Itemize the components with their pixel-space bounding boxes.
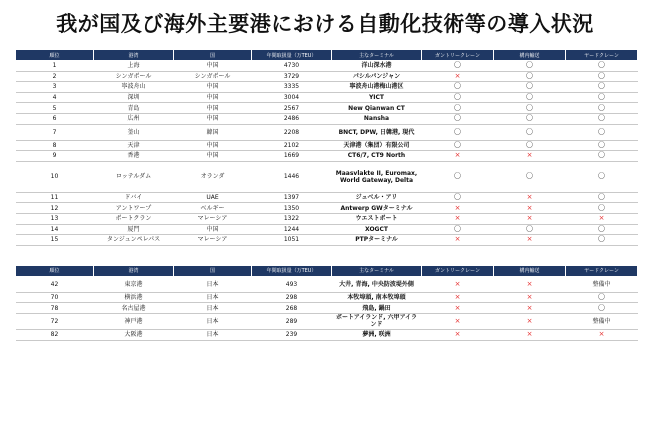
rank-cell: 5 <box>16 103 94 114</box>
col-country: 国 <box>174 50 252 61</box>
gantry-cell: × <box>422 313 494 329</box>
transport-cell: × <box>494 329 566 340</box>
transport-cell: 〇 <box>494 224 566 235</box>
col-gantry: ガントリークレーン <box>422 50 494 61</box>
rank-cell: 8 <box>16 140 94 151</box>
teu-cell: 2567 <box>252 103 332 114</box>
port-cell: 深圳 <box>94 92 174 103</box>
teu-cell: 1669 <box>252 151 332 162</box>
rank-cell: 70 <box>16 292 94 303</box>
japan-table-header <box>16 265 638 276</box>
gantry-cell: × <box>422 203 494 214</box>
transport-cell: 〇 <box>494 61 566 72</box>
country-cell: ベルギー <box>174 203 252 214</box>
rank-cell: 1 <box>16 61 94 72</box>
port-cell: 香港 <box>94 151 174 162</box>
table-row <box>16 292 638 303</box>
transport-cell: 〇 <box>494 161 566 192</box>
table-row <box>16 124 638 140</box>
rank-cell: 2 <box>16 71 94 82</box>
transport-cell: × <box>494 192 566 203</box>
yard-cell: 〇 <box>566 203 638 214</box>
port-cell: シンガポール <box>94 71 174 82</box>
gantry-cell: × <box>422 303 494 314</box>
transport-cell: × <box>494 276 566 292</box>
teu-cell: 1051 <box>252 235 332 246</box>
terminal-cell: Maasvlakte II, Euromax, World Gateway, Delta <box>332 161 422 192</box>
country-cell: 中国 <box>174 103 252 114</box>
yard-cell: 〇 <box>566 124 638 140</box>
table-row <box>16 161 638 192</box>
yard-cell: 〇 <box>566 82 638 93</box>
transport-cell: 〇 <box>494 140 566 151</box>
terminal-cell: 飛島, 鍋田 <box>332 303 422 314</box>
yard-cell: 〇 <box>566 103 638 114</box>
col-rank: 順位 <box>16 50 94 61</box>
country-cell: 韓国 <box>174 124 252 140</box>
transport-cell: × <box>494 292 566 303</box>
teu-cell: 268 <box>252 303 332 314</box>
country-cell: オランダ <box>174 161 252 192</box>
teu-cell: 298 <box>252 292 332 303</box>
gantry-cell: 〇 <box>422 61 494 72</box>
table-row <box>16 140 638 151</box>
table-row <box>16 71 638 82</box>
terminal-cell: 天津港（集団）有限公司 <box>332 140 422 151</box>
teu-cell: 3004 <box>252 92 332 103</box>
terminal-cell: パシルパンジャン <box>332 71 422 82</box>
col-transport: 構内輸送 <box>494 265 566 276</box>
terminal-cell: CT6/7, CT9 North <box>332 151 422 162</box>
rank-cell: 6 <box>16 113 94 124</box>
rank-cell: 82 <box>16 329 94 340</box>
teu-cell: 3729 <box>252 71 332 82</box>
country-cell: 日本 <box>174 329 252 340</box>
country-cell: 中国 <box>174 140 252 151</box>
yard-cell: 〇 <box>566 140 638 151</box>
teu-cell: 1397 <box>252 192 332 203</box>
yard-cell: 〇 <box>566 113 638 124</box>
country-cell: 中国 <box>174 61 252 72</box>
transport-cell: × <box>494 213 566 224</box>
transport-cell: 〇 <box>494 103 566 114</box>
col-gantry: ガントリークレーン <box>422 265 494 276</box>
transport-cell: × <box>494 313 566 329</box>
yard-cell: × <box>566 329 638 340</box>
port-cell: 大阪港 <box>94 329 174 340</box>
teu-cell: 2102 <box>252 140 332 151</box>
col-country: 国 <box>174 265 252 276</box>
port-cell: 神戸港 <box>94 313 174 329</box>
port-cell: ロッテルダム <box>94 161 174 192</box>
world-ports-table <box>15 49 638 246</box>
country-cell: マレーシア <box>174 213 252 224</box>
terminal-cell: YICT <box>332 92 422 103</box>
rank-cell: 15 <box>16 235 94 246</box>
rank-cell: 72 <box>16 313 94 329</box>
terminal-cell: Antwerp GWターミナル <box>332 203 422 214</box>
table-row <box>16 92 638 103</box>
yard-cell: 〇 <box>566 61 638 72</box>
yard-cell: 〇 <box>566 151 638 162</box>
col-port: 港湾 <box>94 265 174 276</box>
gantry-cell: × <box>422 329 494 340</box>
rank-cell: 9 <box>16 151 94 162</box>
table-row <box>16 303 638 314</box>
table-row <box>16 235 638 246</box>
gantry-cell: 〇 <box>422 92 494 103</box>
table-row <box>16 61 638 72</box>
terminal-cell: ポートアイランド, 六甲アイランド <box>332 313 422 329</box>
port-cell: 釜山 <box>94 124 174 140</box>
terminal-cell: 寧波舟山港梅山港区 <box>332 82 422 93</box>
terminal-cell: PTPターミナル <box>332 235 422 246</box>
transport-cell: 〇 <box>494 71 566 82</box>
transport-cell: 〇 <box>494 113 566 124</box>
col-yard: ヤードクレーン <box>566 265 638 276</box>
terminal-cell: Nansha <box>332 113 422 124</box>
col-rank: 順位 <box>16 265 94 276</box>
gantry-cell: × <box>422 276 494 292</box>
terminal-cell: XOGCT <box>332 224 422 235</box>
terminal-cell: 夢洲, 咲洲 <box>332 329 422 340</box>
col-port: 港湾 <box>94 50 174 61</box>
gantry-cell: 〇 <box>422 103 494 114</box>
terminal-cell: 本牧埠頭, 南本牧埠頭 <box>332 292 422 303</box>
port-cell: ドバイ <box>94 192 174 203</box>
terminal-cell: New Qianwan CT <box>332 103 422 114</box>
port-cell: 青島 <box>94 103 174 114</box>
gantry-cell: 〇 <box>422 140 494 151</box>
yard-cell: 〇 <box>566 161 638 192</box>
country-cell: 日本 <box>174 276 252 292</box>
yard-cell: 〇 <box>566 303 638 314</box>
rank-cell: 11 <box>16 192 94 203</box>
table-row <box>16 192 638 203</box>
country-cell: 中国 <box>174 151 252 162</box>
terminal-cell: ジュベル・アリ <box>332 192 422 203</box>
gantry-cell: 〇 <box>422 224 494 235</box>
table-row <box>16 151 638 162</box>
transport-cell: 〇 <box>494 92 566 103</box>
country-cell: 中国 <box>174 224 252 235</box>
teu-cell: 493 <box>252 276 332 292</box>
table-row <box>16 224 638 235</box>
yard-cell: 〇 <box>566 92 638 103</box>
transport-cell: 〇 <box>494 82 566 93</box>
yard-cell: × <box>566 213 638 224</box>
rank-cell: 3 <box>16 82 94 93</box>
teu-cell: 239 <box>252 329 332 340</box>
teu-cell: 4730 <box>252 61 332 72</box>
teu-cell: 1350 <box>252 203 332 214</box>
rank-cell: 4 <box>16 92 94 103</box>
transport-cell: × <box>494 235 566 246</box>
gantry-cell: × <box>422 151 494 162</box>
world-table-header <box>16 50 638 61</box>
yard-cell: 〇 <box>566 224 638 235</box>
transport-cell: × <box>494 203 566 214</box>
table-row <box>16 113 638 124</box>
port-cell: 厦門 <box>94 224 174 235</box>
gantry-cell: 〇 <box>422 124 494 140</box>
country-cell: 中国 <box>174 92 252 103</box>
rank-cell: 7 <box>16 124 94 140</box>
rank-cell: 13 <box>16 213 94 224</box>
col-terminal: 主なターミナル <box>332 265 422 276</box>
terminal-cell: 洋山深水港 <box>332 61 422 72</box>
table-row <box>16 329 638 340</box>
gantry-cell: 〇 <box>422 161 494 192</box>
rank-cell: 78 <box>16 303 94 314</box>
teu-cell: 1446 <box>252 161 332 192</box>
port-cell: ポートクラン <box>94 213 174 224</box>
teu-cell: 3335 <box>252 82 332 93</box>
yard-cell: 〇 <box>566 71 638 82</box>
country-cell: シンガポール <box>174 71 252 82</box>
port-cell: アントワープ <box>94 203 174 214</box>
port-cell: 天津 <box>94 140 174 151</box>
port-cell: 寧波舟山 <box>94 82 174 93</box>
col-teu: 年間取扱量（万TEU） <box>252 265 332 276</box>
col-teu: 年間取扱量（万TEU） <box>252 50 332 61</box>
country-cell: 中国 <box>174 82 252 93</box>
transport-cell: × <box>494 303 566 314</box>
port-cell: 東京港 <box>94 276 174 292</box>
table-row <box>16 203 638 214</box>
table-row <box>16 103 638 114</box>
gantry-cell: × <box>422 235 494 246</box>
gantry-cell: × <box>422 292 494 303</box>
country-cell: 日本 <box>174 313 252 329</box>
table-row <box>16 82 638 93</box>
country-cell: 中国 <box>174 113 252 124</box>
gantry-cell: 〇 <box>422 113 494 124</box>
page-title: 我が国及び海外主要港における自動化技術等の導入状況 <box>56 12 594 36</box>
table-row <box>16 276 638 292</box>
gantry-cell: × <box>422 71 494 82</box>
japan-ports-table <box>15 265 638 341</box>
port-cell: 上海 <box>94 61 174 72</box>
country-cell: 日本 <box>174 303 252 314</box>
gantry-cell: 〇 <box>422 192 494 203</box>
terminal-cell: 大井, 青海, 中央防波堤外側 <box>332 276 422 292</box>
port-cell: タンジュンペレパス <box>94 235 174 246</box>
gantry-cell: 〇 <box>422 82 494 93</box>
yard-cell: 〇 <box>566 192 638 203</box>
table-row <box>16 213 638 224</box>
gantry-cell: × <box>422 213 494 224</box>
port-cell: 名古屋港 <box>94 303 174 314</box>
transport-cell: 〇 <box>494 124 566 140</box>
teu-cell: 1322 <box>252 213 332 224</box>
yard-cell: 整備中 <box>566 313 638 329</box>
yard-cell: 〇 <box>566 292 638 303</box>
col-terminal: 主なターミナル <box>332 50 422 61</box>
col-yard: ヤードクレーン <box>566 50 638 61</box>
country-cell: UAE <box>174 192 252 203</box>
teu-cell: 1244 <box>252 224 332 235</box>
rank-cell: 12 <box>16 203 94 214</box>
rank-cell: 10 <box>16 161 94 192</box>
yard-cell: 〇 <box>566 235 638 246</box>
teu-cell: 2486 <box>252 113 332 124</box>
country-cell: 日本 <box>174 292 252 303</box>
yard-cell: 整備中 <box>566 276 638 292</box>
terminal-cell: ウエストポート <box>332 213 422 224</box>
teu-cell: 289 <box>252 313 332 329</box>
country-cell: マレーシア <box>174 235 252 246</box>
port-cell: 横浜港 <box>94 292 174 303</box>
transport-cell: × <box>494 151 566 162</box>
table-row <box>16 313 638 329</box>
rank-cell: 42 <box>16 276 94 292</box>
teu-cell: 2208 <box>252 124 332 140</box>
rank-cell: 14 <box>16 224 94 235</box>
col-transport: 構内輸送 <box>494 50 566 61</box>
terminal-cell: BNCT, DPW, 日韓港, 現代 <box>332 124 422 140</box>
port-cell: 広州 <box>94 113 174 124</box>
